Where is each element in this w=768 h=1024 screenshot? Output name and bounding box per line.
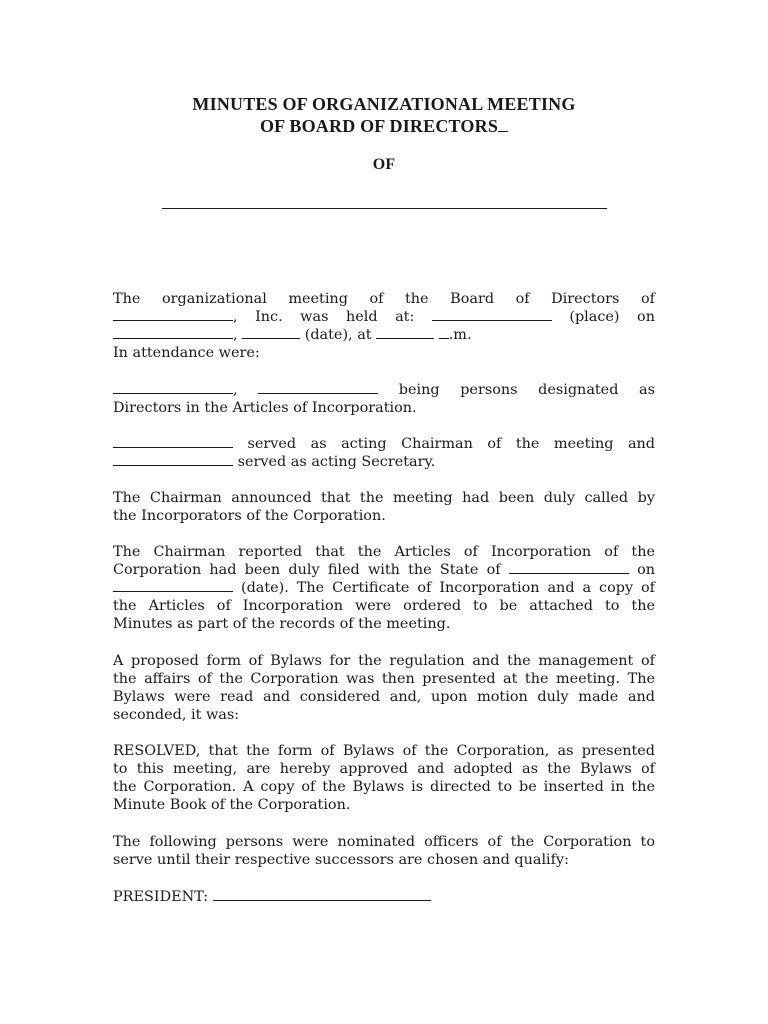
p1-line-1: The organizational meeting of the Board of Directors of — [113, 291, 655, 307]
president-blank[interactable] — [213, 888, 431, 901]
p1-place-on: (place) on — [569, 309, 655, 325]
p1-line-2 — [113, 308, 655, 326]
place-blank[interactable] — [432, 308, 552, 321]
p8-line-2: serve until their respective successors are chosen and qualify: — [113, 852, 569, 868]
president-label: PRESIDENT: — [113, 889, 209, 905]
p6-line-1: A proposed form of Bylaws for the regulation and the management of — [113, 653, 655, 669]
p1-held-at: , Inc. was held at: — [233, 309, 415, 325]
p1-line-4: In attendance were: — [113, 345, 260, 361]
p7-line-4: Minute Book of the Corporation. — [113, 797, 351, 813]
p5-on: on — [637, 562, 656, 578]
p5-line-5: Minutes as part of the records of the meeting. — [113, 616, 451, 632]
document-title-of: OF — [372, 156, 396, 173]
p1-m: .m. — [448, 327, 472, 343]
filing-date-blank[interactable] — [113, 579, 233, 592]
document-title-line-2 — [0, 116, 768, 137]
state-blank[interactable] — [509, 561, 629, 574]
director-blank-2[interactable] — [258, 381, 378, 394]
p5-line-4: the Articles of Incorporation were ordered to be attached to the — [113, 598, 655, 614]
p8-line-1: The following persons were nominated officers of the Corporation to — [113, 834, 655, 850]
meeting-date-blank-2[interactable] — [242, 326, 300, 339]
p2-comma: , — [233, 382, 238, 398]
p1-date-at: (date), at — [304, 327, 372, 343]
p3-chairman-text: served as acting Chairman of the meeting and — [247, 436, 656, 452]
p5-line-1: The Chairman reported that the Articles of Incorporation of the — [113, 544, 655, 560]
p2-line-1 — [113, 381, 655, 399]
president-row — [113, 888, 655, 906]
p7-line-2: to this meeting, are hereby approved and adopted as the Bylaws of — [113, 761, 655, 777]
document-title-line-1: MINUTES OF ORGANIZATIONAL MEETING — [192, 94, 576, 114]
p6-line-4: seconded, it was: — [113, 707, 240, 723]
p2-designated: being persons designated as — [398, 382, 655, 398]
am-pm-blank[interactable] — [439, 326, 449, 339]
p2-line-2: Directors in the Articles of Incorporation. — [113, 400, 417, 416]
document-title-line-2-text: OF BOARD OF DIRECTORS — [259, 116, 499, 136]
p3-secretary-text: served as acting Secretary. — [237, 454, 436, 470]
p7-line-3: the Corporation. A copy of the Bylaws is directed to be inserted in the — [113, 779, 655, 795]
title-trailing-blank — [498, 119, 508, 132]
meeting-date-blank-1[interactable] — [113, 326, 233, 339]
p5-filed-with-state: Corporation had been duly filed with the State of — [113, 562, 501, 578]
corporation-name-blank[interactable] — [162, 208, 607, 209]
chairman-blank[interactable] — [113, 435, 233, 448]
p3-line-2 — [113, 453, 655, 471]
p3-line-1 — [113, 435, 655, 453]
corporation-blank[interactable] — [113, 308, 233, 321]
p4-line-1: The Chairman announced that the meeting had been duly called by — [113, 490, 655, 506]
p6-line-2: the affairs of the Corporation was then presented at the meeting. The — [113, 671, 655, 687]
p5-line-2 — [113, 561, 655, 579]
p5-certificate-text: (date). The Certificate of Incorporation and a copy of — [240, 580, 656, 596]
meeting-time-blank[interactable] — [376, 326, 434, 339]
director-blank-1[interactable] — [113, 381, 233, 394]
p5-line-3 — [113, 579, 655, 597]
p7-line-1: RESOLVED, that the form of Bylaws of the Corporation, as presented — [113, 743, 655, 759]
p1-line-3 — [113, 326, 655, 344]
p6-line-3: Bylaws were read and considered and, upon motion duly made and — [113, 689, 655, 705]
p4-line-2: the Incorporators of the Corporation. — [113, 508, 386, 524]
p1-comma: , — [233, 327, 238, 343]
secretary-blank[interactable] — [113, 453, 233, 466]
